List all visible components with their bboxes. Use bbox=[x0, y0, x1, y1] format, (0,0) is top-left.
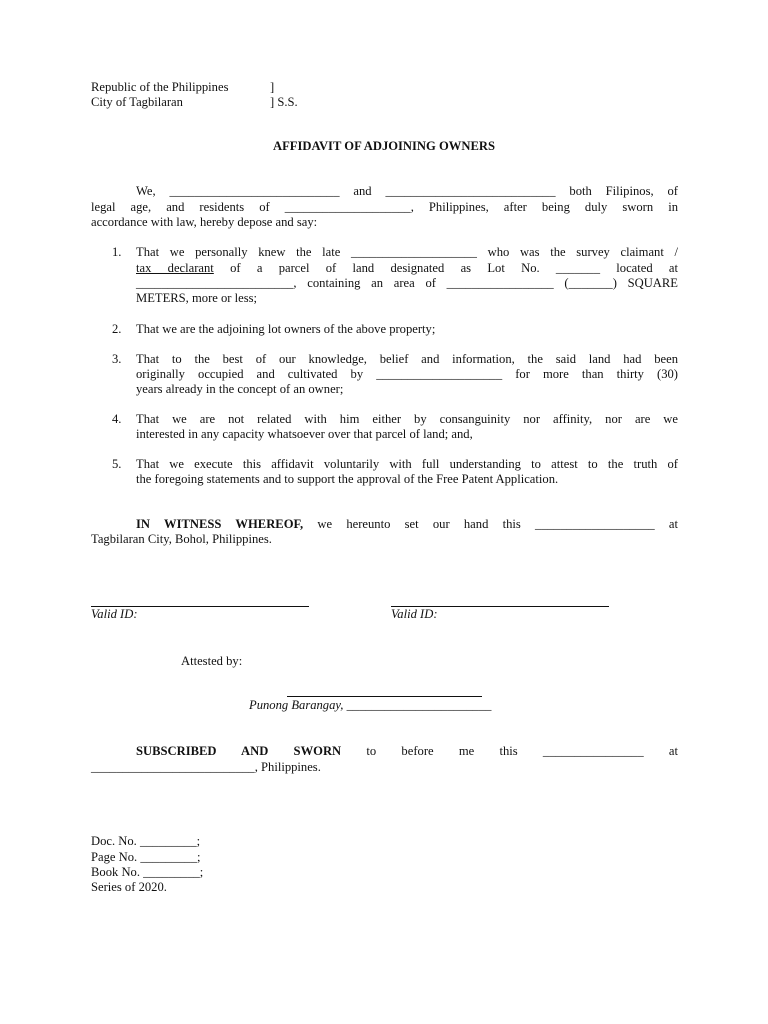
series: Series of 2020. bbox=[91, 880, 167, 894]
item-1-line-2-rest: of a parcel of land designated as Lot No. _______ located at bbox=[213, 261, 678, 275]
valid-id-right-label: Valid ID: bbox=[391, 607, 438, 621]
item-1-line-3: _________________________, containing an area of _________________ (_______) SQUARE bbox=[136, 276, 678, 290]
intro-line-3: accordance with law, hereby depose and say: bbox=[91, 215, 318, 229]
witness-bold-text: IN WITNESS WHEREOF, bbox=[136, 517, 304, 531]
jurat-line-1-rest: to before me this ________________ at bbox=[341, 744, 678, 758]
document-title: AFFIDAVIT OF ADJOINING OWNERS bbox=[273, 139, 495, 153]
item-5-line-2: the foregoing statements and to support the approval of the Free Patent Application. bbox=[136, 472, 559, 486]
doc-no: Doc. No. _________; bbox=[91, 834, 201, 848]
venue-bracket-2: ] S.S. bbox=[270, 95, 298, 109]
punong-barangay-label: Punong Barangay, _______________________ bbox=[249, 698, 492, 712]
item-5-line-1: That we execute this affidavit voluntarily with full understanding to attest to the truth of bbox=[136, 457, 678, 471]
item-3-line-2: originally occupied and cultivated by ____________________ for more than thirty (30) bbox=[136, 367, 678, 381]
witness-line-2: Tagbilaran City, Bohol, Philippines. bbox=[91, 532, 272, 546]
item-4-line-1: That we are not related with him either by consanguinity nor affinity, nor are we bbox=[136, 412, 678, 426]
item-3-number: 3. bbox=[112, 352, 122, 366]
venue-bracket-1: ] bbox=[270, 80, 275, 94]
tax-declarant-text: tax declarant bbox=[136, 261, 214, 275]
venue-line-2: City of Tagbilaran bbox=[91, 95, 183, 109]
item-3-line-1: That to the best of our knowledge, belief and information, the said land had been bbox=[136, 352, 678, 366]
item-5-number: 5. bbox=[112, 457, 122, 471]
item-1-line-2 bbox=[136, 261, 678, 276]
page-no: Page No. _________; bbox=[91, 850, 201, 864]
intro-line-2: legal age, and residents of ____________________, Philippines, after being duly sworn in bbox=[91, 200, 678, 214]
item-3-line-3: years already in the concept of an owner; bbox=[136, 382, 344, 396]
item-1-line-1: That we personally knew the late ____________________ who was the survey claimant / bbox=[136, 245, 678, 259]
item-2-number: 2. bbox=[112, 322, 122, 336]
intro-line-1: We, ___________________________ and ___________________________ both Filipinos, of bbox=[136, 184, 678, 198]
venue-line-1: Republic of the Philippines bbox=[91, 80, 229, 94]
item-4-line-2: interested in any capacity whatsoever over that parcel of land; and, bbox=[136, 427, 473, 441]
attested-by-label: Attested by: bbox=[181, 654, 243, 668]
valid-id-left-label: Valid ID: bbox=[91, 607, 138, 621]
barangay-signature-line bbox=[287, 696, 482, 697]
item-4-number: 4. bbox=[112, 412, 122, 426]
jurat-line-2: __________________________, Philippines. bbox=[91, 760, 321, 774]
witness-line-1 bbox=[136, 517, 678, 532]
book-no: Book No. _________; bbox=[91, 865, 204, 879]
punong-barangay-line bbox=[249, 698, 491, 713]
jurat-bold-text: SUBSCRIBED AND SWORN bbox=[136, 744, 342, 758]
item-1-number: 1. bbox=[112, 245, 122, 259]
item-1-line-4: METERS, more or less; bbox=[136, 291, 258, 305]
item-2-line-1: That we are the adjoining lot owners of the above property; bbox=[136, 322, 436, 336]
jurat-line-1 bbox=[136, 744, 678, 759]
witness-line-1-rest: we hereunto set our hand this ___________________ at bbox=[303, 517, 679, 531]
